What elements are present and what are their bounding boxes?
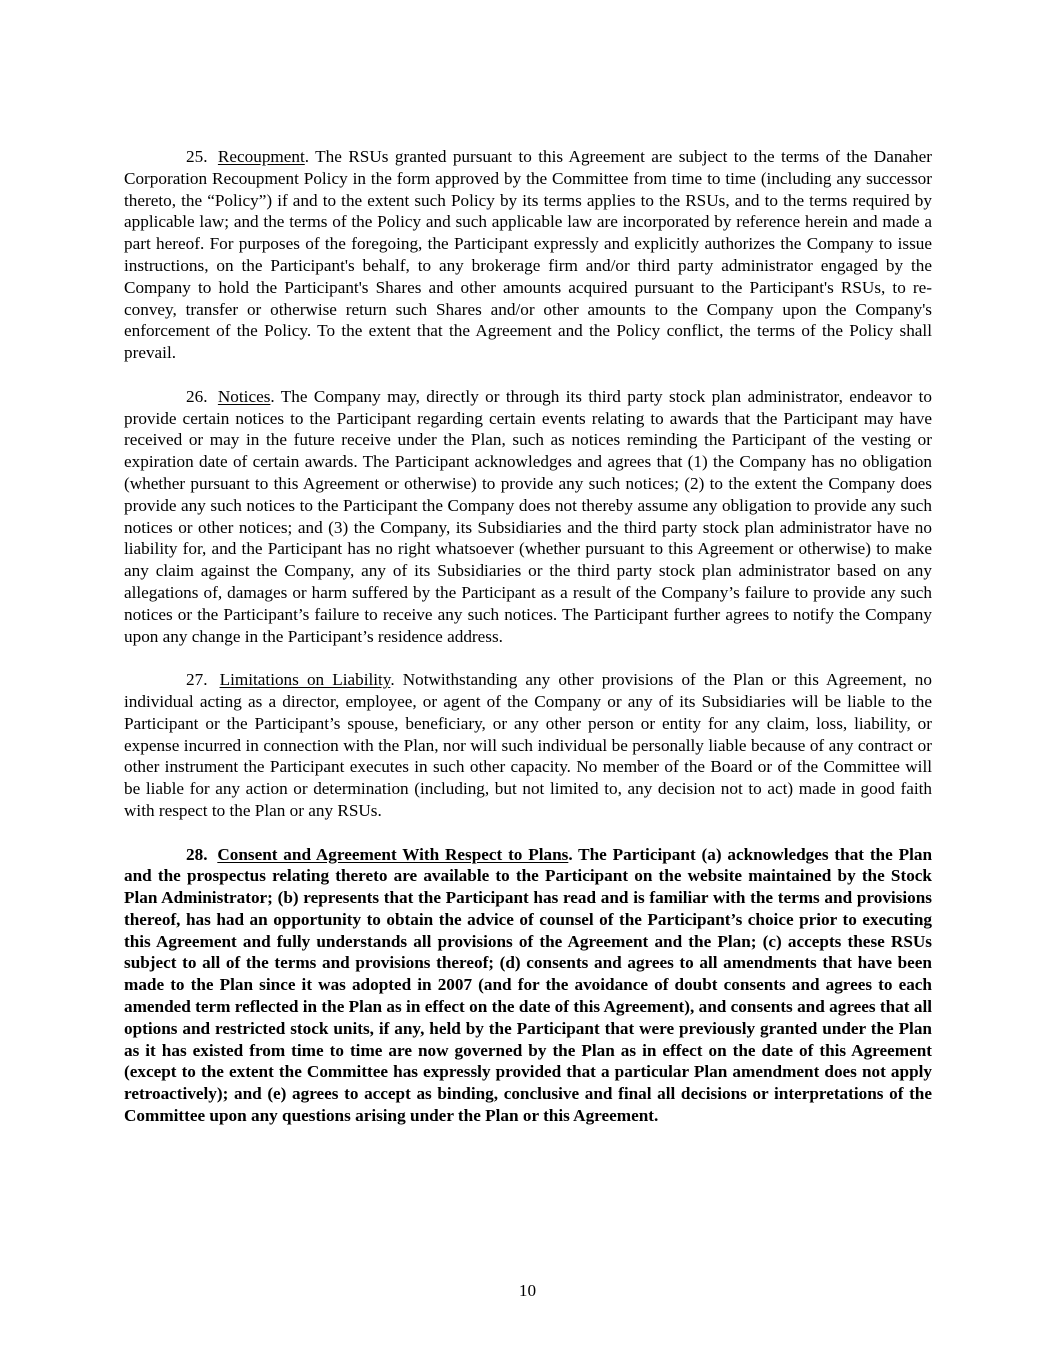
section-number: 28. — [186, 844, 208, 864]
section-body: . The RSUs granted pursuant to this Agreement are subject to the terms of the Danaher Corporation Recoupment Policy in the form approved by the Committee from time to time (including any successor thereto, the “Policy”) if and to the extent such Policy by its terms applies to the RSUs, and to the terms required by applicable law; and the terms of the Policy and such applicable law are incorporated by reference herein and made a part hereof. For purposes of the foregoing, the Participant expressly and explicitly authorizes the Company to issue instructions, on the Participant's behalf, to any brokerage firm and/or third party administrator engaged by the Company to hold the Participant's Shares and other amounts acquired pursuant to the Participant's RSUs, to re-convey, transfer or otherwise return such Shares and/or other amounts to the Company upon the Company's enforcement of the Policy. To the extent that the Agreement and the Policy conflict, the terms of the Policy shall prevail. — [124, 147, 932, 363]
section-number: 27. — [186, 670, 208, 690]
section-body: . The Participant (a) acknowledges that the Plan and the prospectus relating thereto are available to the Participant on the website maintained by the Stock Plan Administrator; (b) represents that the Participant has read and is familiar with the terms and provisions thereof, has had an opportunity to obtain the advice of counsel of the Participant’s choice prior to executing this Agreement and fully understands all provisions of the Agreement and the Plan; (c) accepts these RSUs subject to all of the terms and provisions thereof; (d) consents and agrees to all amendments that have been made to the Plan since it was adopted in 2007 (and for the avoidance of doubt consents and agrees to each amended term reflected in the Plan as in effect on the date of this Agreement), and consents and agrees that all options and restricted stock units, if any, held by the Participant that were previously granted under the Plan as it has existed from time to time are now governed by the Plan as in effect on the date of this Agreement (except to the extent the Committee has expressly provided that a particular Plan amendment does not apply retroactively); and (e) agrees to accept as binding, conclusive and final all decisions or interpretations of the Committee upon any questions arising under the Plan or this Agreement. — [124, 844, 932, 1126]
section-body: . Notwithstanding any other provisions of the Plan or this Agreement, no individual acting as a director, employee, or agent of the Company or any of its Subsidiaries will be liable to the Participant or the Participant’s spouse, beneficiary, or any other person or entity for any claim, loss, liability, or expense incurred in connection with the Plan, nor will such individual be personally liable because of any contract or other instrument the Participant executes in such other capacity. No member of the Board or of the Committee will be liable for any action or determination (including, but not limited to, any decision not to act) made in good faith with respect to the Plan or any RSUs. — [124, 670, 932, 820]
section-27-limitations-on-liability — [124, 669, 932, 822]
document-body — [124, 146, 932, 1149]
section-heading: Recoupment — [217, 147, 305, 166]
section-body: . The Company may, directly or through its third party stock plan administrator, endeavor to provide certain notices to the Participant regarding certain events relating to awards that the Participant may have received or may in the future receive under the Plan, such as notices reminding the Participant of the vesting or expiration date of certain awards. The Participant acknowledges and agrees that (1) the Company has no obligation (whether pursuant to this Agreement or otherwise) to provide any such notices; (2) to the extent the Company does provide any such notices to the Participant the Company does not thereby assume any obligation to provide any such notices or other notices; and (3) the Company, its Subsidiaries and the third party stock plan administrator have no liability for, and the Participant has no right whatsoever (whether pursuant to this Agreement or otherwise) to make any claim against the Company, any of its Subsidiaries or the third party stock plan administrator based on any allegations of, damages or harm suffered by the Participant as a result of the Company’s failure to provide any such notices or the Participant’s failure to receive any such notices. The Participant further agrees to notify the Company upon any change in the Participant’s residence address. — [124, 386, 933, 646]
section-28-consent-and-agreement — [124, 844, 932, 1127]
section-heading: Limitations on Liability — [219, 670, 391, 690]
section-26-notices — [124, 386, 932, 648]
section-number: 26. — [186, 386, 208, 406]
section-heading: Notices — [217, 386, 271, 406]
page-number: 10 — [518, 1281, 537, 1300]
section-25-recoupment — [124, 146, 932, 364]
section-heading: Consent and Agreement With Respect to Plans — [217, 844, 569, 864]
section-number: 25. — [186, 147, 208, 166]
